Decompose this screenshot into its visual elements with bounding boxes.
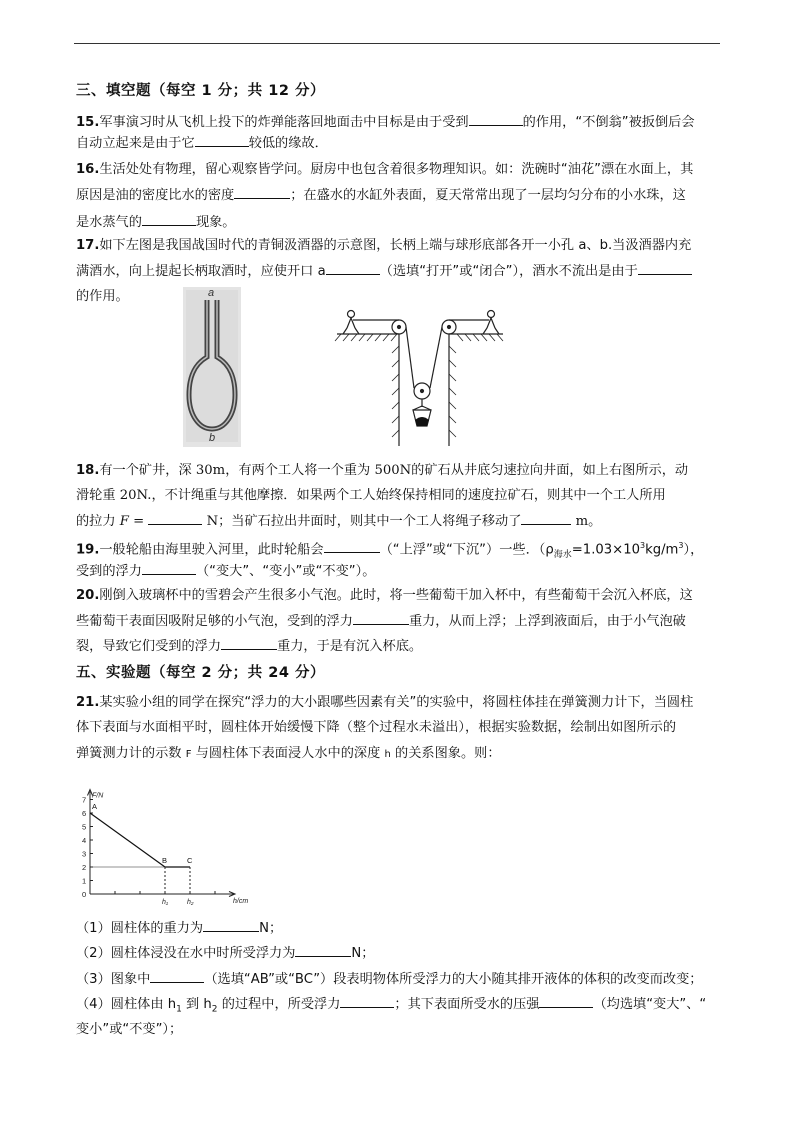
- x-tick-label: h₁: [162, 899, 169, 906]
- q15-line2: 自动立起来是由于它 较低的缘故．: [76, 133, 328, 154]
- q20-line1: 20.刚倒入玻璃杯中的雪碧会产生很多小气泡。此时，将一些葡萄干加入杯中，有些葡萄干会沉入杯底，这: [76, 588, 693, 603]
- q17-line1: 17.如下左图是我国战国时代的青铜汲酒器的示意图，长柄上端与球形底部各开一小孔 a、b.当汲酒器内充: [76, 238, 692, 253]
- q16-line3: 是水蒸气的 现象。: [76, 212, 236, 233]
- q15-line1: 15.军事演习时从飞机上投下的炸弹能落回地面击中目标是由于受到 的作用，“不倒翁”被扳倒后会: [76, 112, 695, 133]
- q20-blank1[interactable]: [353, 611, 409, 625]
- q21-sub4: （4）圆柱体由 $h_1$ 到 $h_2$ 的过程中，所受浮力 ；其下表面所受水的压强 （均选填“变大”、“: [76, 994, 706, 1020]
- q20-line3: 裂，导致它们受到的浮力 重力，于是有沉入杯底。: [76, 636, 422, 657]
- y-tick-label: 2: [82, 863, 87, 872]
- point-label-A: A: [92, 802, 98, 811]
- section-title-fill-blank: 三、填空题（每空 1 分；共 12 分）: [76, 83, 325, 99]
- q21-blank3[interactable]: [150, 969, 204, 983]
- q18-line2: 滑轮重 20N.，不计绳重与其他摩擦．如果两个工人始终保持相同的速度拉矿石，则其中一个工人所用: [76, 488, 666, 503]
- q18-line3: 的拉力 F = N；当矿石拉出井面时，则其中一个工人将绳子移动了 m。: [76, 511, 601, 532]
- force-line: [90, 813, 190, 867]
- q21-sub1: （1）圆柱体的重力为 N；: [76, 918, 282, 939]
- y-tick-label: 0: [82, 890, 87, 899]
- q15-blank1[interactable]: [469, 112, 523, 126]
- y-tick-label: 5: [82, 822, 87, 832]
- q19-line2: 受到的浮力 （“变大”、“变小”或“不变”）。: [76, 561, 375, 582]
- label-a: a: [208, 287, 215, 299]
- y-tick-label: 6: [82, 809, 87, 818]
- q17-blank2[interactable]: [638, 261, 692, 275]
- q18-line1: 18.有一个矿井，深 30m，有两个工人将一个重为 500N的矿石从井底匀速拉向井面，如上右图所示，动: [76, 463, 689, 478]
- q16-line2: 原因是油的密度比水的密度 ；在盛水的水缸外表面，夏天常常出现了一层均匀分布的小水珠，这: [76, 185, 686, 206]
- q19-blank2[interactable]: [142, 561, 196, 575]
- x-tick-label: h₂: [187, 899, 194, 906]
- q21-blank1[interactable]: [203, 918, 259, 932]
- force-depth-chart: [74, 772, 249, 912]
- q16-line1: 16.生活处处有物理，留心观察皆学问。厨房中也包含着很多物理知识。如：洗碗时“油花”漂在水面上，其: [76, 162, 694, 177]
- y-axis-label: F/N: [92, 792, 104, 800]
- point-label-C: C: [187, 856, 193, 865]
- q16-blank1[interactable]: [234, 185, 290, 199]
- y-tick-label: 1: [82, 876, 87, 886]
- q21-sub3: （3）图象中 （选填“AB”或“BC”）段表明物体所受浮力的大小随其排开液体的体积的改变而改变；: [76, 969, 702, 990]
- q18-blank2[interactable]: [521, 511, 571, 525]
- y-tick-label: 7: [82, 795, 87, 805]
- q21-sub2: （2）圆柱体浸没在水中时所受浮力为 N；: [76, 943, 374, 964]
- q17-line2: 满酒水，向上提起长柄取酒时，应使开口 a （选填“打开”或“闭合”），酒水不流出是由于: [76, 261, 692, 282]
- q15-blank2[interactable]: [195, 133, 249, 147]
- q17-blank1[interactable]: [326, 261, 380, 275]
- label-b: b: [209, 432, 216, 444]
- wine-dipper-figure: [183, 287, 241, 447]
- q21-line3: 弹簧测力计的示数 F 与圆柱体下表面浸人水中的深度 h 的关系图象。则：: [76, 746, 501, 761]
- q21-sub5: 变小”或“不变”）；: [76, 1022, 183, 1037]
- q21-line1: 21.某实验小组的同学在探究“浮力的大小跟哪些因素有关”的实验中，将圆柱体挂在弹簧测力计下，当圆柱: [76, 695, 694, 710]
- y-tick-label: 4: [82, 836, 87, 845]
- q19-line1: 19.一般轮船由海里驶入河里，此时轮船会 （“上浮”或“下沉”）一些．$(\rho_{海水}=1.03\times 10^3kg/m^3)$，: [76, 541, 704, 561]
- q20-line2: 些葡萄干表面因吸附足够的小气泡，受到的浮力 重力，从而上浮；上浮到液面后，由于小气泡破: [76, 611, 686, 632]
- q21-line2: 体下表面与水面相平时，圆柱体开始缓慢下降（整个过程水未溢出），根据实验数据，绘制出如图所示的: [76, 720, 677, 735]
- q18-blank1[interactable]: [148, 511, 202, 525]
- q21-blank2[interactable]: [295, 943, 351, 957]
- q16-blank2[interactable]: [142, 212, 196, 226]
- y-tick-label: 3: [82, 849, 87, 859]
- q21-blank4[interactable]: [340, 994, 394, 1008]
- mine-pulley-figure: [333, 296, 505, 448]
- q19-blank1[interactable]: [324, 539, 380, 553]
- section-title-experiment: 五、实验题（每空 2 分；共 24 分）: [76, 665, 325, 681]
- point-label-B: B: [162, 856, 168, 865]
- q17-line3: 的作用。: [76, 289, 129, 304]
- q21-blank5[interactable]: [539, 994, 593, 1008]
- x-axis-label: h/cm: [233, 898, 249, 905]
- top-rule: [74, 43, 720, 44]
- q20-blank2[interactable]: [221, 636, 277, 650]
